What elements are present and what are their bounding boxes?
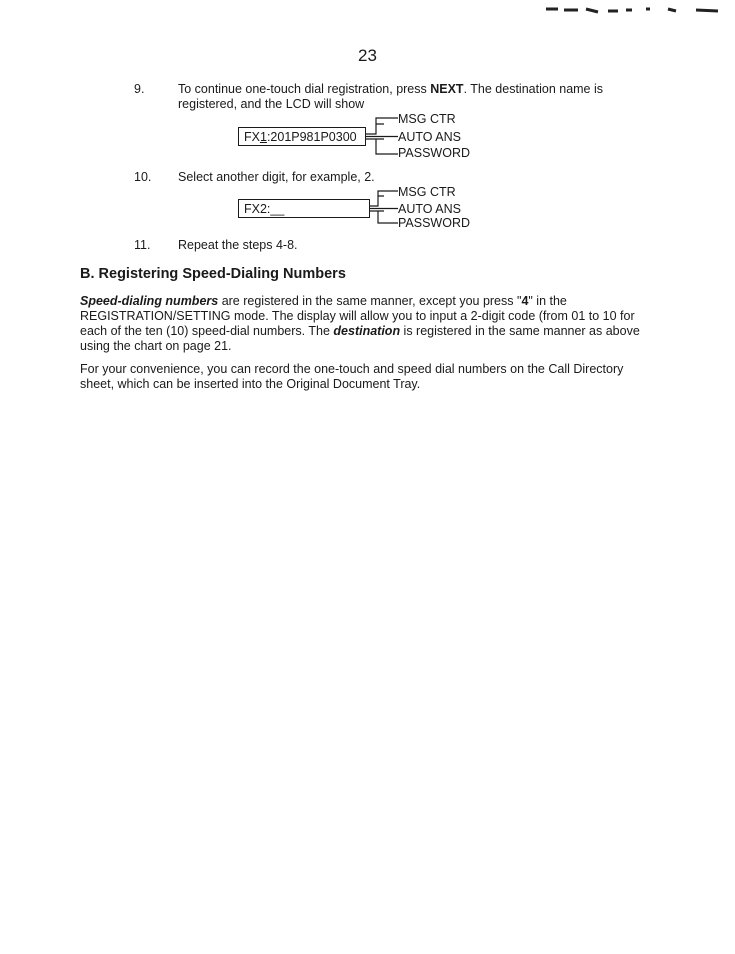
section-heading: B. Registering Speed-Dialing Numbers <box>80 266 346 282</box>
menu-item-auto-ans: AUTO ANS <box>398 130 461 144</box>
paragraph-convenience: For your convenience, you can record the one-touch and speed dial numbers on the Call Directory sheet, which can be inserted into the Original Document Tray. <box>80 362 624 391</box>
key-name: NEXT <box>430 82 464 96</box>
step-number: 11. <box>134 238 151 252</box>
paragraph-speed-dial: Speed-dialing numbers are registered in the same manner, except you press "4" in the REGISTRATION/SETTING mode. The display will allow you to input a 2-digit code (from 01 to 10 for each of the ten (10) speed-dial numbers. The destination is registered in the same manner as above using the chart on page 21. <box>80 294 640 353</box>
lcd-screen: FX2:__ <box>238 199 370 218</box>
menu-item-msg-ctr: MSG CTR <box>398 185 456 199</box>
lcd-display-2 <box>238 185 478 236</box>
lcd-screen: FX1:201P981P0300 <box>238 127 366 146</box>
menu-item-auto-ans: AUTO ANS <box>398 202 461 216</box>
term-destination: destination <box>333 324 401 338</box>
step-text: Select another digit, for example, 2. <box>178 170 375 184</box>
key-name: 4 <box>521 294 529 308</box>
scan-artifact-marks <box>546 0 735 20</box>
menu-item-msg-ctr: MSG CTR <box>398 112 456 126</box>
step-number: 9. <box>134 82 145 96</box>
cursor-digit: 1 <box>259 130 267 144</box>
step-text: Repeat the steps 4-8. <box>178 238 298 252</box>
page-number: 23 <box>358 46 377 65</box>
menu-connector-lines <box>366 116 400 164</box>
term-speed-dialing: Speed-dialing numbers <box>80 294 219 308</box>
lcd-display-1 <box>238 112 478 164</box>
menu-item-password: PASSWORD <box>398 216 470 230</box>
step-text: To continue one-touch dial registration, press NEXT. The destination name is registered, and the LCD will show <box>178 82 604 111</box>
step-number: 10. <box>134 170 152 184</box>
menu-item-password: PASSWORD <box>398 146 470 160</box>
